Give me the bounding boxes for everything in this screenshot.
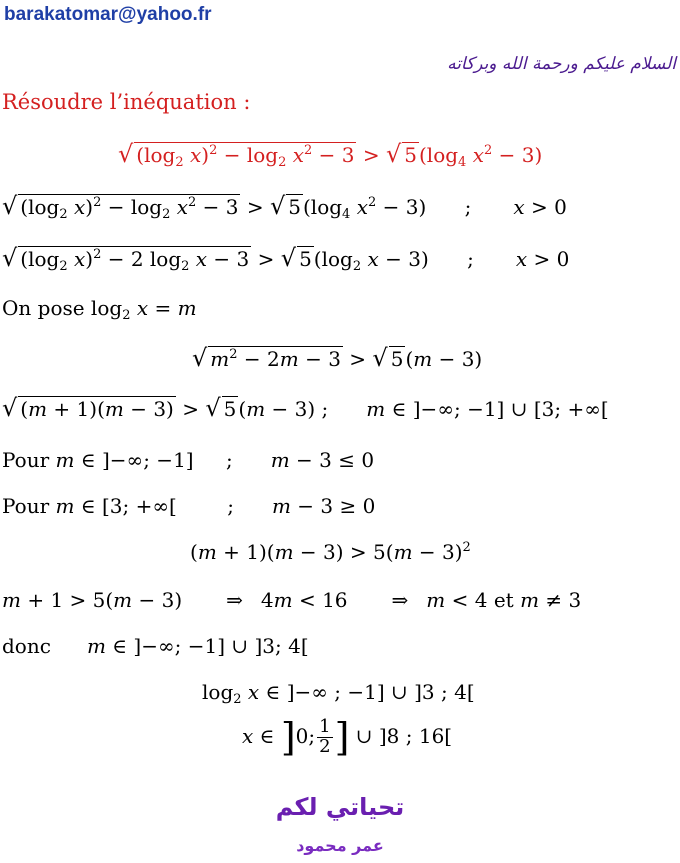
arabic-signature-greeting: تحياتي لكم xyxy=(275,793,405,821)
log-solution-line: $\log_2 x$ ∈ ]−∞ ; −1] ∪ ]3 ; 4[ xyxy=(202,680,475,707)
factored-inequation: √ (m + 1)(m − 3) > √ 5 (m − 3) ; m ∈ ]−∞; −1] ∪ [3; +∞[ xyxy=(2,394,609,422)
pour-text-1: Pour xyxy=(2,448,50,472)
problem-heading: Résoudre l’inéquation : xyxy=(2,90,251,114)
case-2-line: Pour m ∈ [3; +∞[ ; m − 3 ≥ 0 xyxy=(2,494,376,518)
author-email: barakatomar@yahoo.fr xyxy=(4,4,212,25)
donc-text: donc xyxy=(2,634,51,658)
arabic-signature-name: عمر محمود xyxy=(296,836,384,855)
squared-inequation: $(m + 1)(m - 3) > 5(m - 3)^2$ xyxy=(190,540,471,564)
conclusion-m-line: donc m ∈ ]−∞; −1] ∪ ]3; 4[ xyxy=(2,634,309,658)
substituted-inequation: √ $m^2 - 2m - 3$ > √ 5 (m − 3) xyxy=(192,344,483,372)
final-solution-line: x ∈ ]0; $\frac{1}{2}$ ] ∪ ]8 ; 16[ xyxy=(242,715,453,760)
pose-text: On pose xyxy=(2,296,85,320)
pour-text-2: Pour xyxy=(2,494,50,518)
et-text: et xyxy=(493,588,514,612)
inequation-statement: √ ($\log_2$ $x)^2 - \log_2 x^2 - 3$ > √ 5 ($\log_4$ $x^2 - 3$) xyxy=(118,140,543,170)
simplification-line: m + 1 > 5(m − 3) ⇒ 4m < 16 ⇒ m < 4 et m ≠ 3 xyxy=(2,588,582,612)
step-domain-2: √ ($\log_2$ x)$^2$ − 2 $\log_2 x - 3$ > √ 5 ($\log_2$ x − 3) ; x > 0 xyxy=(2,244,570,274)
substitution-line: On pose $\log_2 x = m$ xyxy=(2,296,197,323)
step-domain-1: √ ($\log_2$ $x)^2 - \log_2 x^2 - 3$ > √ 5 ($\log_4$ $x^2 - 3$) ; x > 0 xyxy=(2,192,567,222)
arabic-greeting: السلام عليكم ورحمة الله وبركاته xyxy=(447,54,676,74)
case-1-line: Pour m ∈ ]−∞; −1] ; m − 3 ≤ 0 xyxy=(2,448,375,472)
